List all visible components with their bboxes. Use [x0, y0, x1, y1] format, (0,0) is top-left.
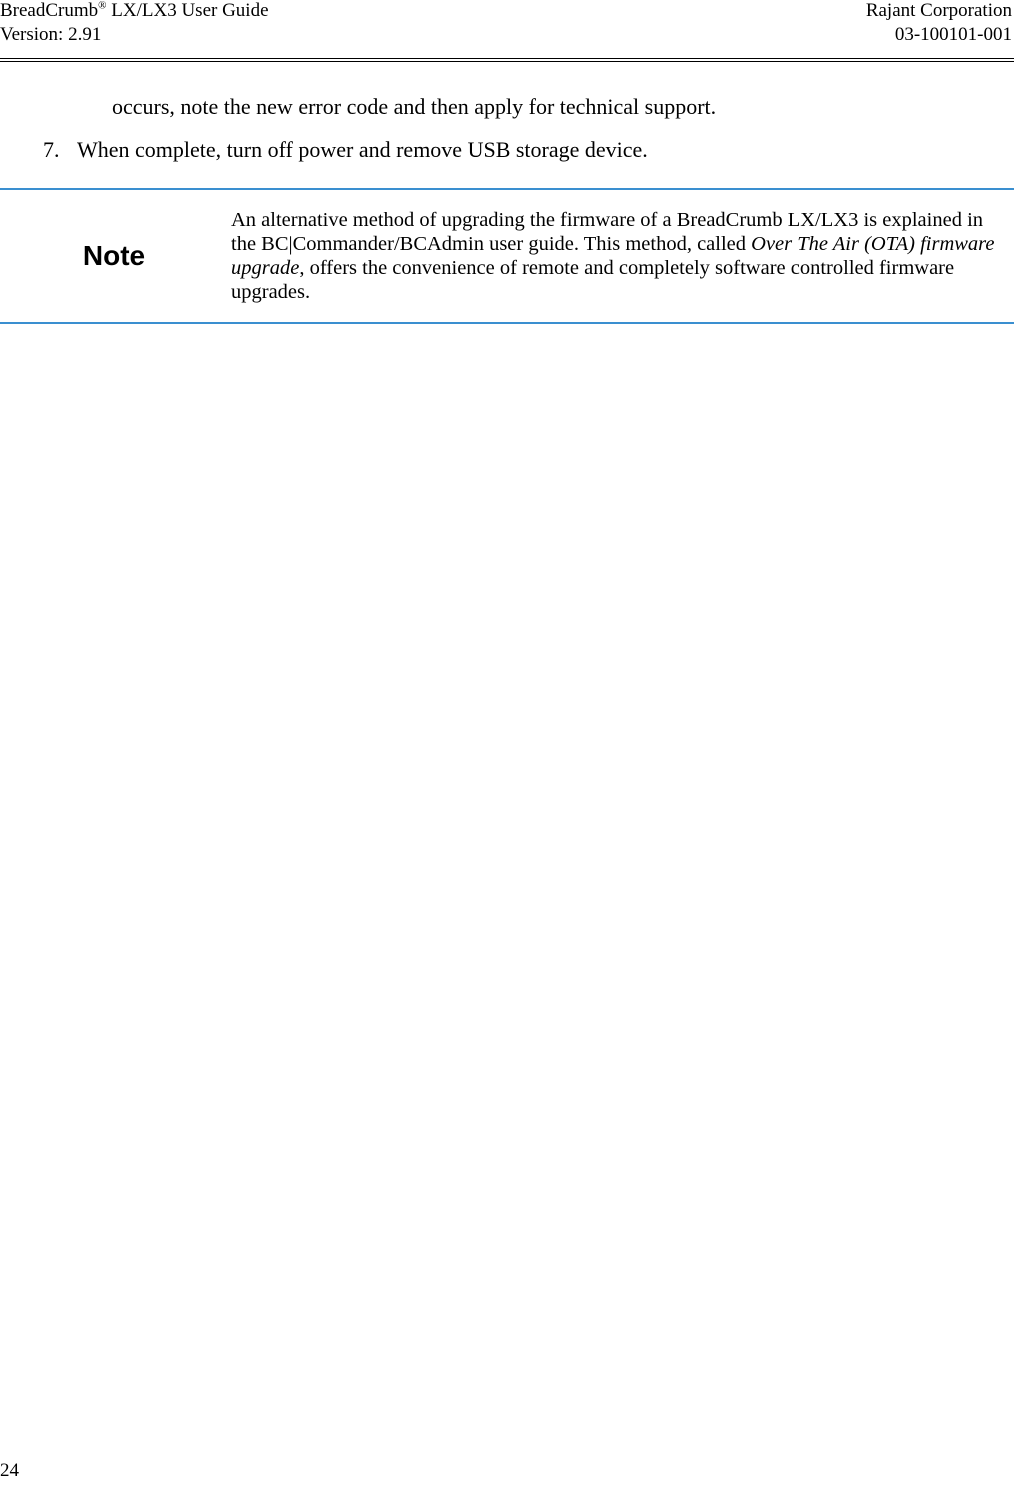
note-callout — [0, 188, 1014, 324]
document-version: Version: 2.91 — [0, 24, 102, 45]
continuation-paragraph: occurs, note the new error code and then apply for technical support. — [112, 94, 717, 119]
note-text-part1: An alternative method of upgrading the firmware of a BreadCrumb LX/LX3 is explained in the BC|Commander/BCAdmin user guide. This method, called — [231, 209, 984, 255]
step-number: 7. — [43, 137, 60, 162]
note-text-italic: Over The Air (OTA) firmware upgrade — [231, 233, 995, 279]
note-text-part2: , offers the convenience of remote and completely software controlled firmware upgrades. — [231, 257, 955, 303]
company-name: Rajant Corporation — [865, 0, 1012, 21]
step-text: When complete, turn off power and remove USB storage device. — [77, 137, 648, 162]
note-text — [231, 208, 1006, 304]
document-title — [0, 0, 269, 22]
title-prefix: BreadCrumb — [0, 0, 99, 21]
page-header — [0, 0, 1014, 62]
header-divider-top — [0, 58, 1014, 59]
registered-mark: ® — [98, 0, 107, 12]
document-number: 03-100101-001 — [894, 24, 1012, 45]
title-suffix: LX/LX3 User Guide — [106, 0, 269, 21]
list-item-step-7 — [43, 137, 648, 163]
page-number: 24 — [0, 1460, 19, 1481]
note-label: Note — [82, 240, 146, 271]
header-divider-bottom — [0, 61, 1014, 62]
